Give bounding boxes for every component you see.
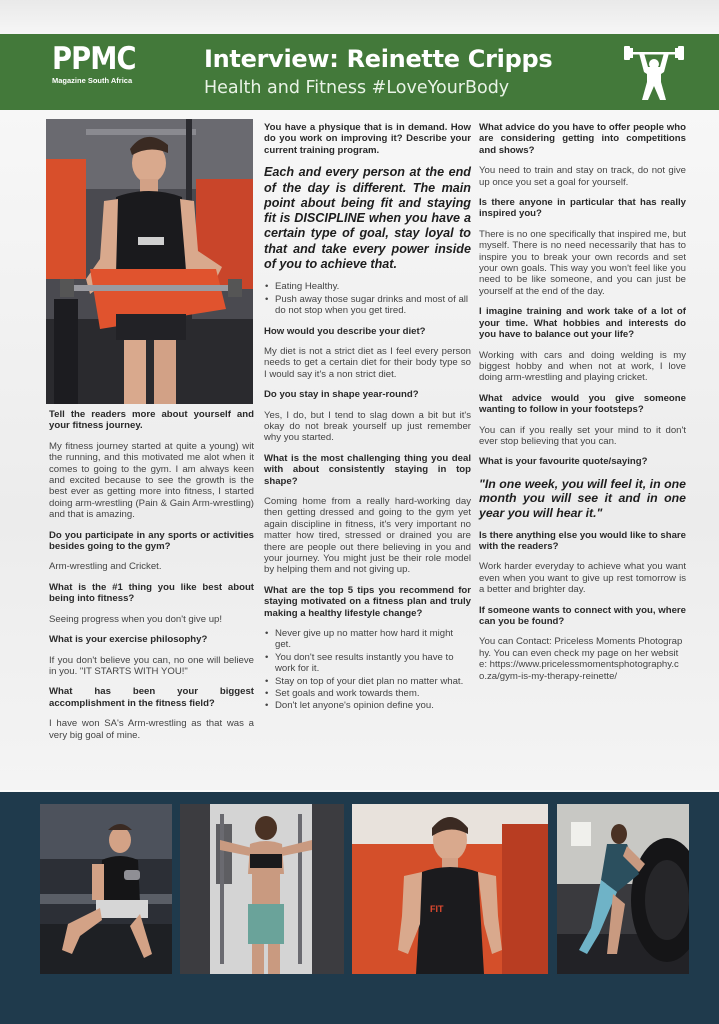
question-6: You have a physique that is in demand. How do you work on improving it? Describe your current training program. <box>264 122 471 156</box>
list-item: • You don't see results instantly you have to work for it. <box>264 652 471 675</box>
pull-quote-favourite: "In one week, you will feel it, in one month you will see it and in one year you will hear it." <box>479 476 686 520</box>
question-1: Tell the readers more about yourself and your fitness journey. <box>49 409 254 432</box>
question-5: What has been your biggest accomplishment in the fitness field? <box>49 686 254 709</box>
article-subtitle: Health and Fitness #LoveYourBody <box>204 78 510 98</box>
list-item: • Never give up no matter how hard it might get. <box>264 628 471 651</box>
answer-5: I have won SA's Arm-wrestling as that was a very big goal of mine. <box>49 718 254 741</box>
question-16: Is there anything else you would like to share with the readers? <box>479 529 686 552</box>
gallery-photo-portrait <box>352 804 548 974</box>
page-top-band <box>0 0 719 34</box>
question-7: How would you describe your diet? <box>264 325 426 337</box>
column-2 <box>264 122 471 721</box>
list-item: • Stay on top of your diet plan no matter what. <box>264 676 471 687</box>
svg-text:FIT: FIT <box>430 904 444 914</box>
question-2: Do you participate in any sports or activities besides going to the gym? <box>49 529 254 553</box>
question-14: What advice would you give someone wanting to follow in your footsteps? <box>479 392 686 416</box>
gallery-photo-tyre-flip <box>557 804 689 974</box>
answer-12: There is no one specifically that inspired me, but myself. There is no need necessarily that has to inspire you to break your own records and set your own goals. This way you won't feel like you need to be like someone, and you can just be yourself at the end of the day. <box>479 228 686 297</box>
question-13: I imagine training and work take of a lot of your time. What hobbies and interests do you have to balance out your life? <box>479 306 686 341</box>
list-item: • Don't let anyone's opinion define you. <box>264 700 471 711</box>
answer-9: Coming home from a really hard-working day then getting dressed and going to the gym yet again discipline in fitness, it's very important no matter how tired, stressed or drained you are there are people out there believing in you and your journey. You might just be their role model by helping them and not giving up. <box>264 495 471 576</box>
answer-3: Seeing progress when you don't give up! <box>49 613 223 625</box>
answer-17: You can Contact: Priceless Moments Photography. You can even check my page on her website: https://www.pricelessmomentsphotography.co.za/gym-is-my-therapy-reinette/ <box>479 636 683 682</box>
answer-4: If you don't believe you can, no one will believe in you. "IT STARTS WITH YOU!" <box>49 654 254 677</box>
question-15: What is your favourite quote/saying? <box>479 456 648 468</box>
answer-14: You can if you really set your mind to it don't ever stop believing that you can. <box>479 424 686 447</box>
question-3: What is the #1 thing you like best about being into fitness? <box>49 581 254 605</box>
answer-11: You need to train and stay on track, do not give up once you set a goal for yourself. <box>479 165 686 188</box>
diet-tips-list <box>264 281 471 316</box>
pull-quote-discipline: Each and every person at the end of the day is different. The main point about being fit and staying fit is DISCIPLINE when you have a certain type of goal, stay loyal to that and take every power inside of you to achieve that. <box>264 165 471 271</box>
question-12: Is there anyone in particular that has really inspired you? <box>479 197 686 220</box>
column-1 <box>49 409 254 750</box>
answer-8: Yes, I do, but I tend to slag down a bit but it's okay do not break yourself up just remember why you started. <box>264 409 471 444</box>
column-3 <box>479 122 686 691</box>
logo-subtitle: Magazine South Africa <box>52 76 133 85</box>
gym-scene-illustration <box>46 119 253 404</box>
question-9: What is the most challenging thing you deal with about consistently staying in top shape? <box>264 452 471 487</box>
question-4: What is your exercise philosophy? <box>49 634 208 646</box>
header-banner <box>0 34 719 110</box>
list-item: • Eating Healthy. <box>264 281 471 292</box>
question-10: What are the top 5 tips you recommend for staying motivated on a fitness plan and truly making a healthy lifestyle change? <box>264 584 471 619</box>
logo-wordmark: PPMC <box>52 41 136 77</box>
hero-photo <box>46 119 253 404</box>
answer-1: My fitness journey started at quite a young) wit the running, and this motivated me alot when it comes to going to the gym. I am always keen and excited because to see the growth is the best ever as getting more into fitness, I started doing arm-wrestling (Pain & Gain Arm-wrestling) and that is amazing. <box>49 440 254 521</box>
weightlifter-icon <box>624 42 684 102</box>
gallery-photo-dumbbell <box>40 804 172 974</box>
answer-13: Working with cars and doing welding is my biggest hobby and when not at work, I love doing arm-wrestling and playing cricket. <box>479 349 686 384</box>
gallery-photo-back-training <box>180 804 344 974</box>
list-item: • Push away those sugar drinks and most of all do not stop when you get tired. <box>264 294 471 317</box>
question-11: What advice do you have to offer people who are considering getting into competitions and shows? <box>479 122 686 156</box>
question-17: If someone wants to connect with you, where can you be found? <box>479 604 686 627</box>
article-title: Interview: Reinette Cripps <box>204 45 553 73</box>
top-5-tips-list <box>264 628 471 712</box>
answer-2: Arm-wrestling and Cricket. <box>49 561 162 573</box>
ppmc-logo <box>52 41 136 85</box>
answer-16: Work harder everyday to achieve what you want even when you want to give up rest tomorrow is a better and brighter day. <box>479 561 686 596</box>
answer-7: My diet is not a strict diet as I feel every person needs to get a certain diet for their body type so I would say it's a non strict diet. <box>264 345 471 380</box>
photo-gallery-strip <box>0 792 719 1024</box>
question-8: Do you stay in shape year-round? <box>264 389 419 401</box>
list-item: • Set goals and work towards them. <box>264 688 471 699</box>
